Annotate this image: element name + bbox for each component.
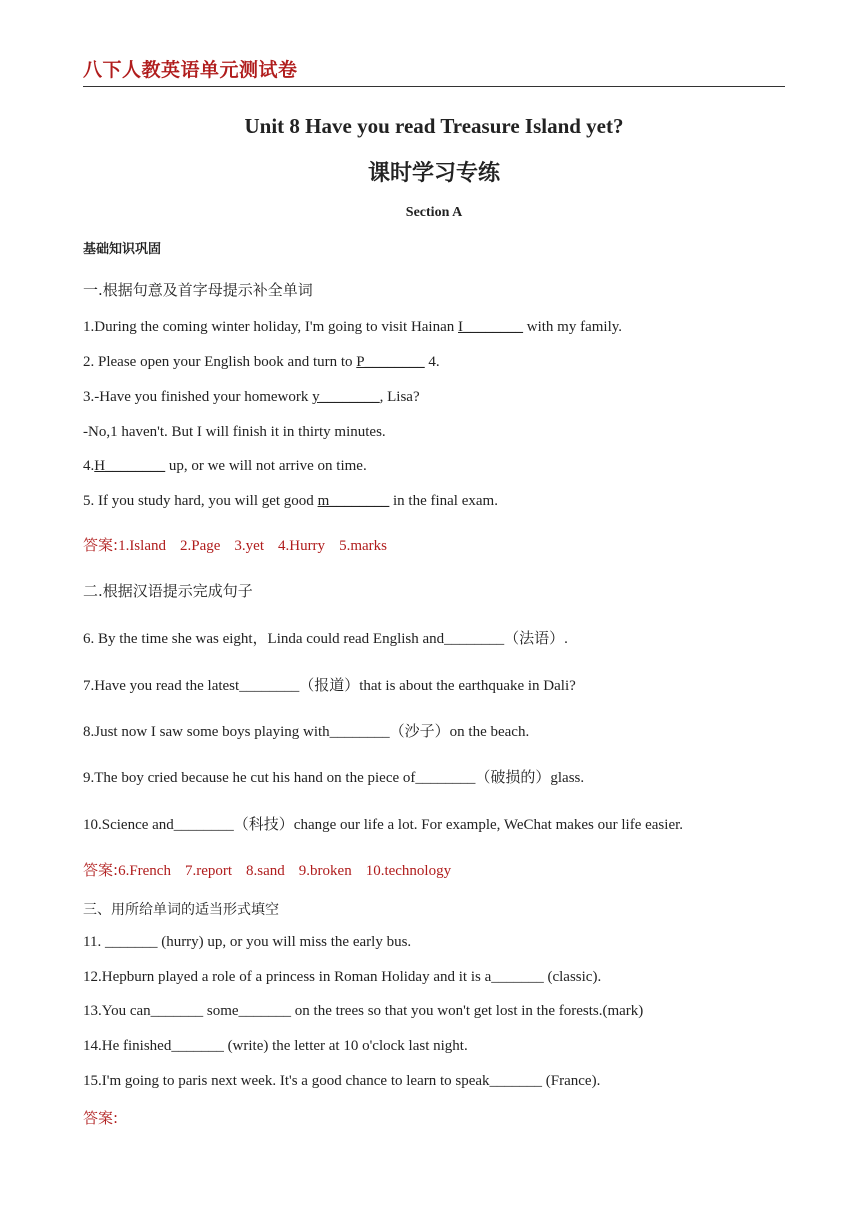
part3-answers (83, 1107, 118, 1128)
part2-heading: 二.根据汉语提示完成句子 (83, 582, 253, 600)
question-text: with my family. (523, 319, 623, 335)
question-10: 10.Science and________（科技）change our life a lot. For example, WeChat makes our life easier. (83, 817, 684, 833)
question-7: 7.Have you read the latest________（报道）that is about the earthquake in Dali? (83, 678, 576, 694)
part2-answers (83, 859, 465, 880)
answer-item: 10.technology (365, 863, 452, 879)
question-text: 3.-Have you finished your homework (83, 389, 313, 405)
question-1 (83, 319, 622, 336)
question-11: 11. _______ (hurry) up, or you will miss the early bus. (83, 934, 412, 950)
blank-hint: y________ (312, 389, 380, 405)
question-text: 4. (424, 354, 440, 370)
answer-label: 答案: (83, 1109, 119, 1127)
answer-item: 7.report (184, 863, 233, 879)
page-title: Unit 8 Have you read Treasure Island yet? (244, 114, 624, 138)
blank-hint: m________ (317, 493, 390, 509)
question-9: 9.The boy cried because he cut his hand on the piece of________（破损的）glass. (83, 770, 585, 786)
category-label: 基础知识巩固 (83, 242, 162, 257)
blank-hint: P________ (356, 354, 425, 370)
question-8: 8.Just now I saw some boys playing with________（沙子）on the beach. (83, 724, 530, 740)
part1-answers (83, 534, 401, 555)
answer-item: 8.sand (246, 863, 285, 879)
section-label: Section A (405, 205, 463, 220)
blank-hint: H________ (94, 458, 166, 474)
question-4 (83, 458, 367, 475)
answer-label: 答案: (83, 861, 119, 879)
question-2 (83, 354, 440, 371)
page-subtitle: 课时学习专练 (367, 161, 500, 186)
question-12: 12.Hepburn played a role of a princess in Roman Holiday and it is a_______ (classic). (83, 969, 602, 985)
header-title: 八下人教英语单元测试卷 (83, 59, 298, 81)
question-13: 13.You can_______ some_______ on the trees so that you won't get lost in the forests.(mark) (83, 1003, 644, 1019)
question-text: , Lisa? (379, 389, 420, 405)
answer-item: 5.marks (339, 538, 387, 554)
answer-item: 4.Hurry (277, 538, 326, 554)
answer-item: 9.broken (298, 863, 352, 879)
question-6: 6. By the time she was eight，Linda could read English and________（法语）. (83, 631, 568, 647)
question-text: 1.During the coming winter holiday, I'm going to visit Hainan (83, 319, 459, 335)
header-rule (83, 86, 785, 87)
question-15: 15.I'm going to paris next week. It's a good chance to learn to speak_______ (France). (83, 1073, 601, 1089)
answer-item: 6.French (118, 863, 171, 879)
answer-label: 答案: (83, 536, 119, 554)
question-text: up, or we will not arrive on time. (165, 458, 367, 474)
question-text: 5. If you study hard, you will get good (83, 493, 318, 509)
question-3 (83, 389, 420, 406)
part1-heading: 一.根据句意及首字母提示补全单词 (83, 281, 313, 299)
blank-hint: I________ (458, 319, 524, 335)
question-5 (83, 493, 498, 510)
answer-item: 2.Page (179, 538, 221, 554)
question-3-reply: -No,1 haven't. But I will finish it in thirty minutes. (83, 424, 386, 440)
question-14: 14.He finished_______ (write) the letter at 10 o'clock last night. (83, 1038, 468, 1054)
question-text: in the final exam. (389, 493, 498, 509)
part3-heading: 三、用所给单词的适当形式填空 (83, 902, 279, 918)
answer-item: 1.Island (118, 538, 166, 554)
question-text: 2. Please open your English book and turn to (83, 354, 357, 370)
answer-item: 3.yet (234, 538, 264, 554)
question-text: 4. (83, 458, 95, 474)
